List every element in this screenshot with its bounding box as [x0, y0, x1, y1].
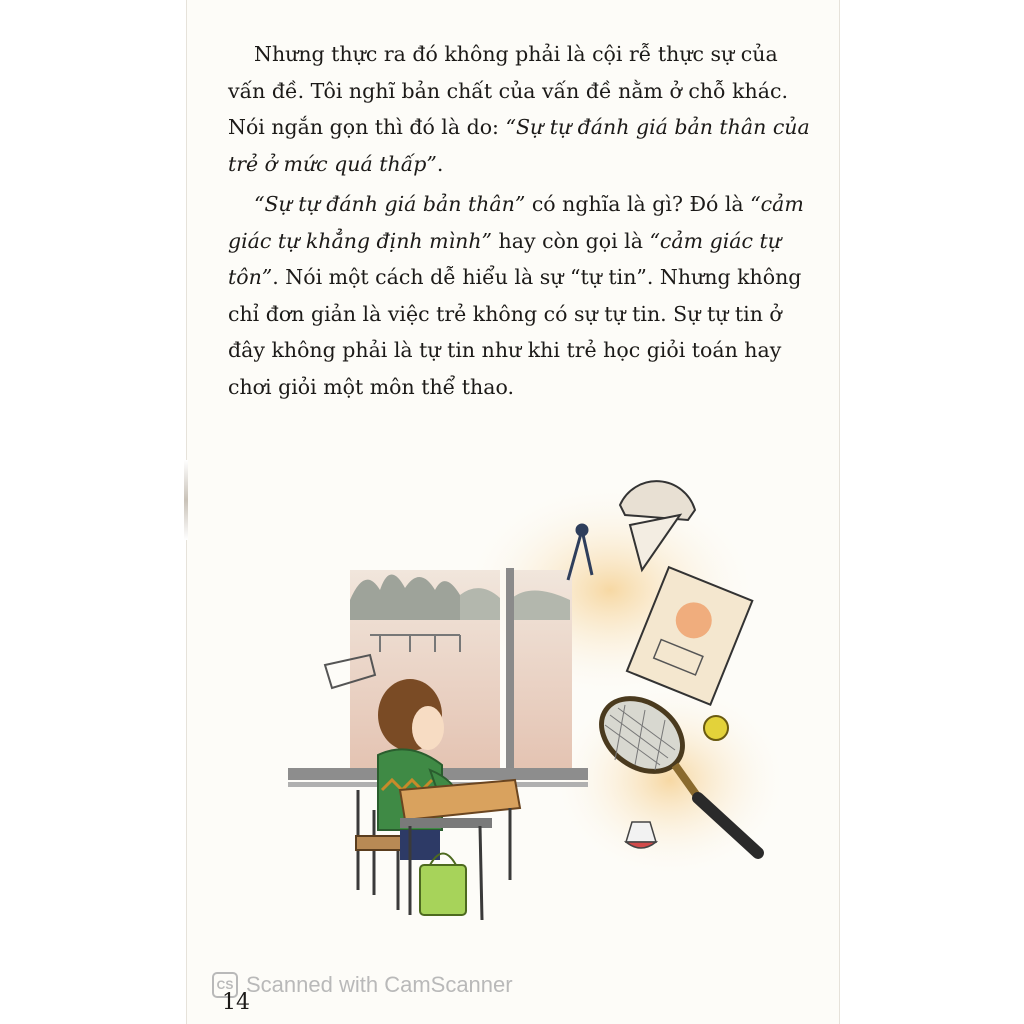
watermark-text: Scanned with CamScanner: [246, 972, 513, 997]
text-line: [228, 332, 812, 369]
camscanner-watermark: [212, 972, 513, 998]
italic-text: “Sự tự đánh giá bản thân của: [505, 115, 810, 139]
italic-text: “cảm: [750, 192, 804, 216]
text-run: chỉ đơn giản là việc trẻ không có sự tự tin. Sự tự tin ở: [228, 301, 782, 326]
italic-text: “cảm giác tự: [649, 228, 781, 253]
boy-face: [412, 706, 444, 750]
italic-text: trẻ ở mức quá thấp”: [228, 151, 437, 176]
text-run: có nghĩa là gì? Đó là: [525, 192, 751, 216]
text-line: [228, 146, 812, 183]
text-run: hay còn gọi là: [492, 228, 650, 253]
text-run: Nói ngắn gọn thì đó là do:: [228, 115, 506, 139]
italic-text: tôn”: [228, 265, 273, 289]
text-line: [228, 259, 812, 296]
text-run: đây không phải là tự tin như khi trẻ học giỏi toán hay: [228, 338, 782, 362]
shuttlecock-icon: [626, 822, 656, 848]
paragraph: [228, 36, 812, 182]
illustration-boy-at-desk: [270, 470, 790, 940]
italic-text: “Sự tự đánh giá bản thân”: [254, 192, 526, 216]
italic-text: giác tự khẳng định mình”: [228, 228, 493, 253]
school-bag: [420, 865, 466, 915]
text-line: [228, 223, 812, 260]
body-text: [228, 36, 812, 409]
text-run: chơi giỏi một môn thể thao.: [228, 374, 514, 399]
page-number: 14: [222, 990, 250, 1015]
paragraph: [228, 186, 812, 405]
text-run: .: [436, 151, 444, 176]
text-run: Nhưng thực ra đó không phải là cội rễ thực sự của: [254, 42, 778, 66]
window-frame: [506, 568, 514, 778]
text-line: [228, 296, 812, 333]
tennis-ball-icon: [704, 716, 728, 740]
text-line: [228, 36, 812, 73]
text-line: [228, 73, 812, 110]
page-edge-shadow: [184, 460, 188, 540]
text-line: [228, 369, 812, 406]
text-line: [228, 186, 812, 223]
boy-pants: [400, 830, 440, 860]
text-line: [228, 109, 812, 146]
text-run: . Nói một cách dễ hiểu là sự “tự tin”. Nhưng không: [272, 265, 802, 289]
text-run: vấn đề. Tôi nghĩ bản chất của vấn đề nằm ở chỗ khác.: [228, 78, 788, 103]
camscanner-logo-icon: CS: [212, 972, 238, 998]
